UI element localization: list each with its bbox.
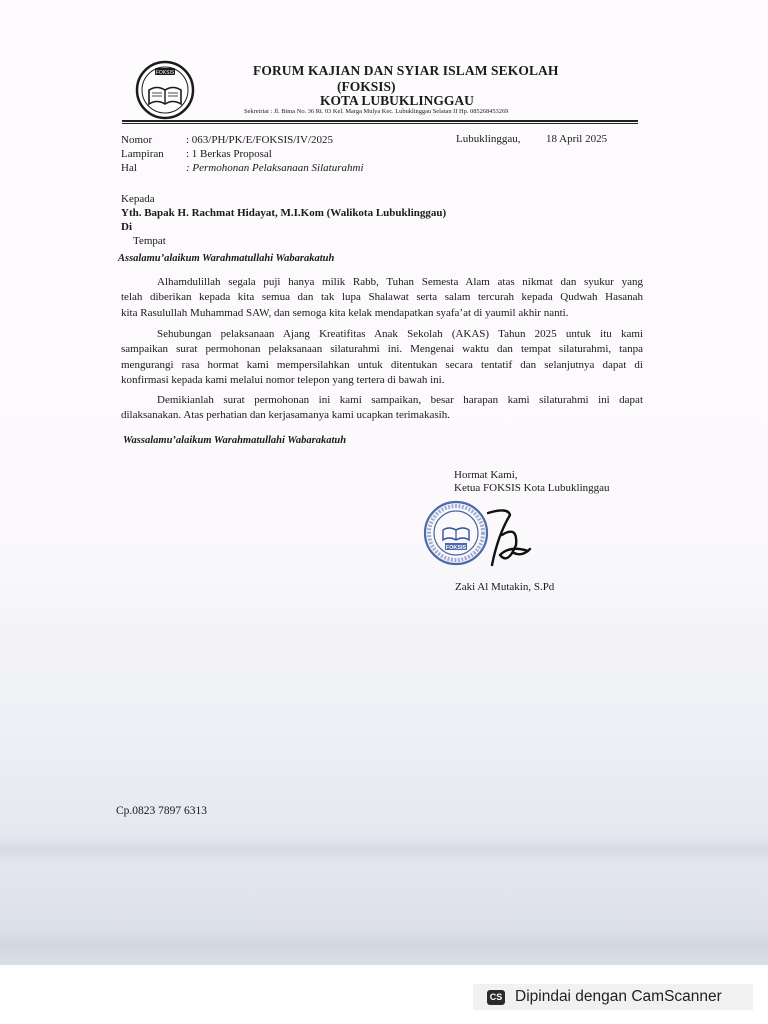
signatory-title: Ketua FOKSIS Kota Lubuklinggau — [454, 482, 610, 494]
paragraph-line: Sehubungan pelaksanaan Ajang Kreatifitas Anak Sekolah (AKAS) Tahun 2025 untuk itu kami — [157, 328, 643, 340]
signatory-name: Zaki Al Mutakin, S.Pd — [455, 581, 555, 593]
paragraph-3 — [121, 393, 643, 424]
header-rule — [122, 120, 638, 122]
org-address: Sekretriat : Jl. Bima No. 36 Rt. 03 Kel. Marga Mulya Kec. Lubuklinggau Selatan II Hp. 085268453269 — [244, 108, 509, 115]
camscanner-watermark — [473, 984, 753, 1010]
letter-place: Lubuklinggau, — [456, 133, 521, 145]
paragraph-line: telah diberikan kepada kita semua dan tak lupa Shalawat serta salam tercurah kepada Qudwah Hasanah — [121, 291, 643, 304]
camscanner-label: Dipindai dengan CamScanner — [515, 988, 722, 1005]
org-abbreviation: (FOKSIS) — [337, 79, 396, 94]
paragraph-1 — [121, 275, 643, 321]
paragraph-line: konfirmasi kepada kami melalui nomor telepon yang tertera di bawah ini. — [121, 373, 445, 386]
header-rule-thin — [122, 123, 638, 124]
closing-greeting: Wassalamu’alaikum Warahmatullahi Wabarakatuh — [123, 435, 347, 446]
paragraph-line: kita Rasulullah Muhammad SAW, dan semoga kita kelak mendapatkan syafa’at di yaumil akhir nanti. — [121, 306, 569, 319]
org-name: FORUM KAJIAN DAN SYIAR ISLAM SEKOLAH — [253, 63, 559, 78]
paragraph-2 — [121, 327, 643, 388]
foksis-logo — [135, 60, 195, 120]
lampiran-value: : 1 Berkas Proposal — [186, 148, 272, 160]
lampiran-label: Lampiran — [121, 148, 164, 160]
paragraph-line: mengurangi rasa hormat kami mempersilahkan untuk ditentukan secara tentatif dan selanjutnya dapat di — [121, 358, 643, 371]
tempat-label: Tempat — [133, 235, 166, 247]
hormat-kami: Hormat Kami, — [454, 469, 518, 481]
paper-fold — [0, 835, 768, 865]
hal-label: Hal — [121, 162, 137, 174]
svg-text:FOKSIS: FOKSIS — [155, 70, 175, 76]
paragraph-line: Alhamdulillah segala puji hanya milik Rabb, Tuhan Semesta Alam atas nikmat dan syukur yang — [157, 276, 643, 288]
handwritten-signature — [478, 505, 538, 575]
camscanner-icon: CS — [487, 990, 505, 1005]
paragraph-line: sampaikan surat permohonan pelaksanaan silaturahmi ini. Mengenai waktu dan tempat silaturahmi, tanpa — [121, 343, 643, 356]
nomor-label: Nomor — [121, 134, 153, 146]
opening-greeting: Assalamu’alaikum Warahmatullahi Wabarakatuh — [118, 253, 335, 264]
nomor-value: : 063/PH/PK/E/FOKSIS/IV/2025 — [186, 134, 333, 146]
paragraph-line: Demikianlah surat permohonan ini kami sampaikan, besar harapan kami silaturahmi ini dapat — [157, 394, 643, 406]
di-label: Di — [121, 221, 132, 233]
org-city: KOTA LUBUKLINGGAU — [320, 93, 474, 108]
stamp-label: FOKSIS — [445, 545, 467, 551]
recipient-name: Yth. Bapak H. Rachmat Hidayat, M.I.Kom (Walikota Lubuklinggau) — [121, 207, 447, 219]
hal-value: : Permohonan Pelaksanaan Silaturahmi — [186, 162, 364, 174]
kepada-label: Kepada — [121, 193, 155, 205]
paper-fold — [0, 930, 768, 960]
paragraph-line: dilaksanakan. Atas perhatian dan kerjasamanya kami ucapkan terimakasih. — [121, 409, 450, 422]
contact-phone: Cp.0823 7897 6313 — [116, 805, 208, 817]
letter-date: 18 April 2025 — [546, 133, 608, 145]
